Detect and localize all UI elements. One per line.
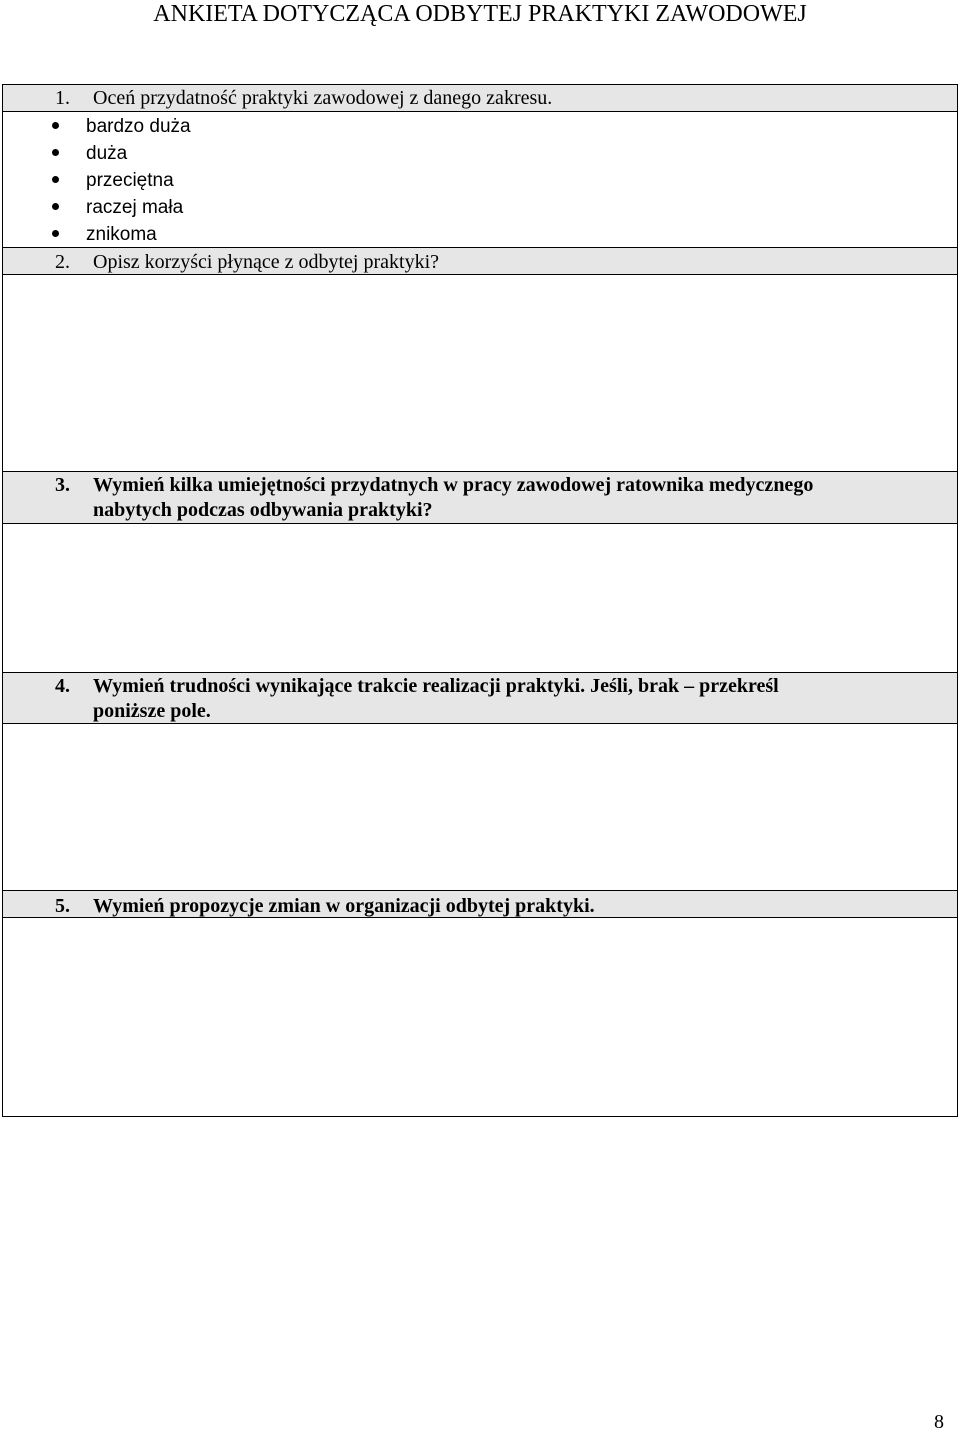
page-number: 8 (934, 1411, 944, 1433)
bullet-icon (52, 203, 59, 210)
bullet-icon (52, 230, 59, 237)
question-4-header (3, 673, 957, 723)
answer-field-2[interactable] (3, 275, 957, 471)
page-title: ANKIETA DOTYCZĄCA ODBYTEJ PRAKTYKI ZAWODOWEJ (153, 1, 807, 27)
rating-option-label: przeciętna (86, 170, 174, 191)
question-3-number: 3. (55, 474, 70, 496)
rating-option-znikoma[interactable] (3, 221, 957, 248)
answer-field-3[interactable] (3, 524, 957, 672)
rating-option-duza[interactable] (3, 140, 957, 167)
bullet-icon (52, 149, 59, 156)
question-2-text: Opisz korzyści płynące z odbytej praktyki? (93, 251, 439, 273)
rating-option-label: duża (86, 143, 128, 164)
question-5-text: Wymień propozycje zmian w organizacji odbytej praktyki. (93, 895, 595, 917)
survey-form (2, 84, 958, 1117)
rating-option-label: bardzo duża (86, 116, 191, 137)
question-4-text-line-1: Wymień trudności wynikające trakcie realizacji praktyki. Jeśli, brak – przekreśl (93, 675, 779, 697)
bullet-icon (52, 122, 59, 129)
question-2-header (3, 248, 957, 274)
rating-option-label: znikoma (86, 224, 157, 245)
rating-option-przecietna[interactable] (3, 167, 957, 194)
divider (3, 111, 957, 112)
question-4-number: 4. (55, 675, 70, 697)
question-1-number: 1. (55, 87, 70, 109)
answer-field-5[interactable] (3, 918, 957, 1115)
question-3-text-line-2: nabytych podczas odbywania praktyki? (93, 499, 433, 521)
question-1-text: Oceń przydatność praktyki zawodowej z danego zakresu. (93, 87, 553, 109)
question-1-header (3, 85, 957, 111)
answer-field-4[interactable] (3, 724, 957, 890)
bullet-icon (52, 176, 59, 183)
rating-option-bardzo-duza[interactable] (3, 113, 957, 140)
rating-option-raczej-mala[interactable] (3, 194, 957, 221)
question-5-number: 5. (55, 895, 70, 917)
question-2-number: 2. (55, 251, 70, 273)
rating-option-label: raczej mała (86, 197, 184, 218)
question-5-header (3, 891, 957, 917)
question-4-text-line-2: poniższe pole. (93, 700, 211, 722)
question-3-text-line-1: Wymień kilka umiejętności przydatnych w pracy zawodowej ratownika medycznego (93, 474, 814, 496)
question-3-header (3, 472, 957, 523)
